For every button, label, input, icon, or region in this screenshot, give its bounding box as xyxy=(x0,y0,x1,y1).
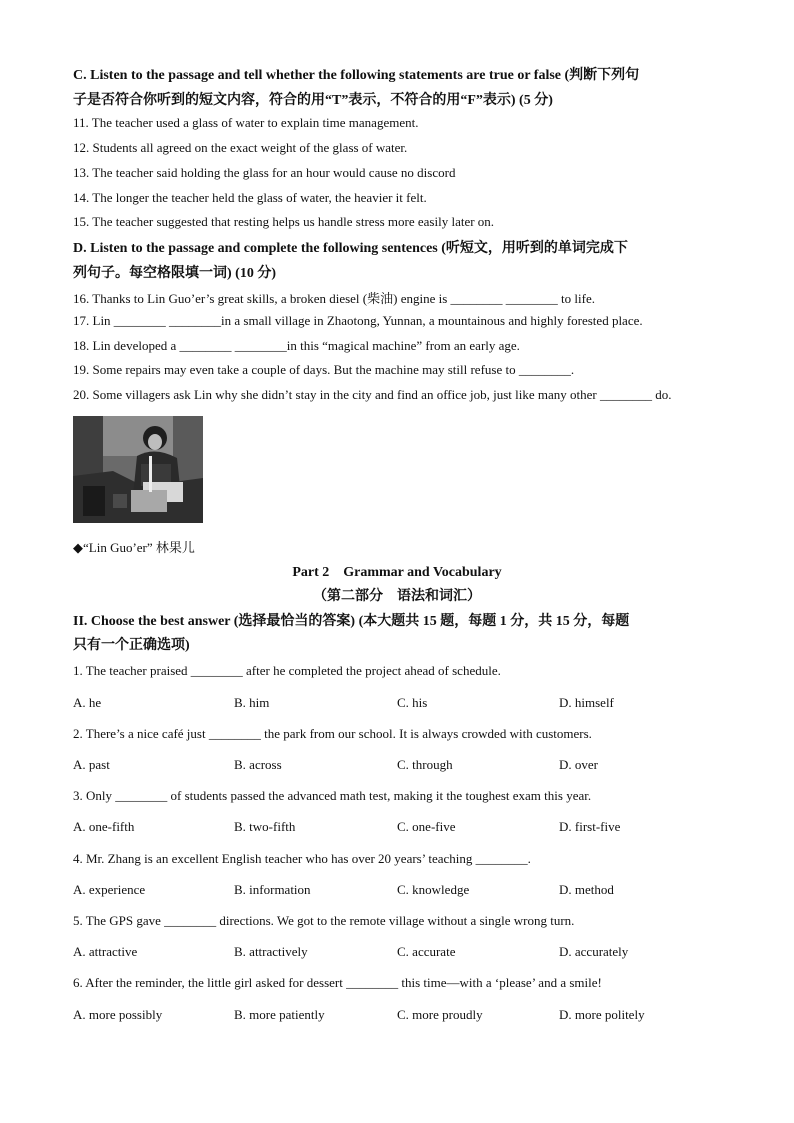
question-1-option-d[interactable]: D. himself xyxy=(559,695,614,710)
question-4-option-d[interactable]: D. method xyxy=(559,882,614,897)
question-1-stem: 1. The teacher praised ________ after he completed the project ahead of schedule. xyxy=(73,663,501,678)
question-6-stem: 6. After the reminder, the little girl asked for dessert ________ this time—with a ‘please’ and a smile! xyxy=(73,975,602,990)
question-3-option-a[interactable]: A. one-fifth xyxy=(73,819,135,834)
section-d-heading-line1: D. Listen to the passage and complete the following sentences (听短文，用听到的单词完成下 xyxy=(73,241,628,256)
question-2-option-c[interactable]: C. through xyxy=(397,757,453,772)
photo-illustration xyxy=(73,416,203,523)
question-4-option-c[interactable]: C. knowledge xyxy=(397,882,470,897)
part2-title: Part 2 Grammar and Vocabulary xyxy=(292,565,502,580)
question-6-option-c[interactable]: C. more proudly xyxy=(397,1007,483,1022)
question-1-option-a[interactable]: A. he xyxy=(73,695,102,710)
sentence-19: 19. Some repairs may even take a couple of days. But the machine may still refuse to ________. xyxy=(73,362,575,377)
section-ii-heading-line1: II. Choose the best answer (选择最恰当的答案) (本大题共 15 题，每题 1 分，共 15 分，每题 xyxy=(73,614,630,629)
sentence-17: 17. Lin ________ ________in a small village in Zhaotong, Yunnan, a mountainous and highly forested place. xyxy=(73,313,643,328)
question-2-option-d[interactable]: D. over xyxy=(559,757,598,772)
question-3-option-b[interactable]: B. two-fifth xyxy=(234,819,296,834)
question-2-option-a[interactable]: A. past xyxy=(73,757,110,772)
photo-caption: ◆“Lin Guo’er” 林果儿 xyxy=(73,540,195,555)
question-5-option-a[interactable]: A. attractive xyxy=(73,944,138,959)
question-3-stem: 3. Only ________ of students passed the advanced math test, making it the toughest exam this year. xyxy=(73,788,592,803)
question-5-stem: 5. The GPS gave ________ directions. We got to the remote village without a single wrong turn. xyxy=(73,913,575,928)
section-ii-heading-line2: 只有一个正确选项) xyxy=(73,638,190,653)
question-4-stem: 4. Mr. Zhang is an excellent English teacher who has over 20 years’ teaching ________. xyxy=(73,851,531,866)
section-c-heading-line1: C. Listen to the passage and tell whether the following statements are true or false (判断下列句 xyxy=(73,68,640,83)
question-1-option-c[interactable]: C. his xyxy=(397,695,428,710)
section-c-heading-line2: 子是否符合你听到的短文内容，符合的用“T”表示，不符合的用“F”表示) (5 分) xyxy=(73,93,553,108)
question-5-option-b[interactable]: B. attractively xyxy=(234,944,308,959)
question-6-option-d[interactable]: D. more politely xyxy=(559,1007,645,1022)
section-d-heading-line2: 列句子。每空格限填一词) (10 分) xyxy=(73,266,276,281)
question-4-option-a[interactable]: A. experience xyxy=(73,882,146,897)
question-3-option-d[interactable]: D. first-five xyxy=(559,819,621,834)
lin-guoer-photo xyxy=(73,416,203,523)
statement-12: 12. Students all agreed on the exact weight of the glass of water. xyxy=(73,140,408,155)
question-5-option-c[interactable]: C. accurate xyxy=(397,944,456,959)
sentence-16: 16. Thanks to Lin Guo’er’s great skills, a broken diesel (柴油) engine is ________ ________ to life. xyxy=(73,291,595,306)
question-4-option-b[interactable]: B. information xyxy=(234,882,311,897)
part2-subtitle: （第二部分 语法和词汇） xyxy=(313,589,481,604)
question-5-option-d[interactable]: D. accurately xyxy=(559,944,629,959)
statement-15: 15. The teacher suggested that resting helps us handle stress more easily later on. xyxy=(73,214,495,229)
sentence-20: 20. Some villagers ask Lin why she didn’t stay in the city and find an office job, just like many other ________ do. xyxy=(73,387,672,402)
question-6-option-b[interactable]: B. more patiently xyxy=(234,1007,325,1022)
sentence-18: 18. Lin developed a ________ ________in this “magical machine” from an early age. xyxy=(73,338,520,353)
question-3-option-c[interactable]: C. one-five xyxy=(397,819,456,834)
question-1-option-b[interactable]: B. him xyxy=(234,695,270,710)
statement-11: 11. The teacher used a glass of water to explain time management. xyxy=(73,115,419,130)
statement-14: 14. The longer the teacher held the glass of water, the heavier it felt. xyxy=(73,190,427,205)
question-2-option-b[interactable]: B. across xyxy=(234,757,282,772)
question-6-option-a[interactable]: A. more possibly xyxy=(73,1007,163,1022)
statement-13: 13. The teacher said holding the glass for an hour would cause no discord xyxy=(73,165,456,180)
question-2-stem: 2. There’s a nice café just ________ the park from our school. It is always crowded with customers. xyxy=(73,726,592,741)
